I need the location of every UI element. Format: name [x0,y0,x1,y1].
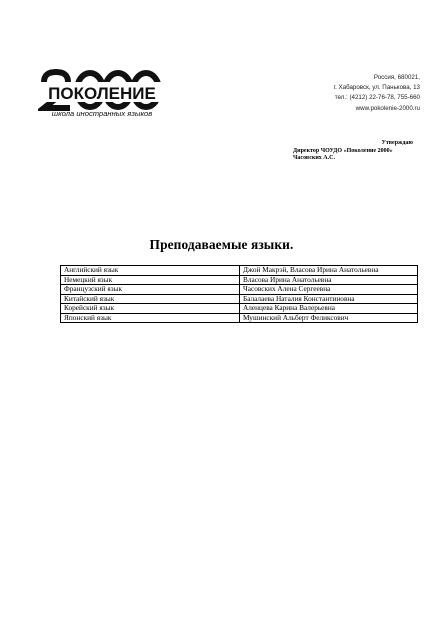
page-title: Преподаваемые языки. [149,237,294,252]
phone-line: тел.: (4212) 22-76-78, 755-660 [334,94,420,102]
teacher-cell: Джой Макрэй, Власова Ирина Анатольевна [240,266,418,276]
table-row [61,294,418,304]
languages-table [60,265,418,323]
teacher-cell: Мушинский Альберт Феликсович [240,313,418,323]
school-logo [38,68,166,122]
teacher-cell: Часовских Алена Сергеевна [240,285,418,295]
table-row [61,304,418,314]
language-cell: Корейский язык [61,304,240,314]
table-row [61,313,418,323]
address-line: Россия, 680021, [373,74,420,81]
approval-position: Директор ЧОУДО «Поколение 2000» [293,148,393,155]
logo-wordmark: ПОКОЛЕНИЕ [48,84,156,103]
approval-title: Утверждаю [381,140,413,146]
teacher-cell: Балалаева Наталия Константиновна [240,294,418,304]
table-row [61,285,418,295]
contact-address [334,73,420,114]
language-cell: Китайский язык [61,294,240,304]
table-row [61,266,418,276]
website-line: www.pokolenie-2000.ru [355,104,420,112]
language-cell: Французский язык [61,285,240,295]
teacher-cell: Власова Ирина Анатольевна [240,275,418,285]
address-line: г. Хабаровск, ул. Панькова, 13 [333,84,420,92]
language-cell: Японский язык [61,313,240,323]
logo-graphic [38,68,166,122]
logo-tagline: школа иностранных языков [51,109,153,118]
language-cell: Английский язык [61,266,240,276]
teacher-cell: Аленцева Карина Валерьевна [240,304,418,314]
approval-name: Часовских А.С. [293,155,335,162]
approval-block [293,140,413,163]
language-cell: Немецкий язык [61,275,240,285]
